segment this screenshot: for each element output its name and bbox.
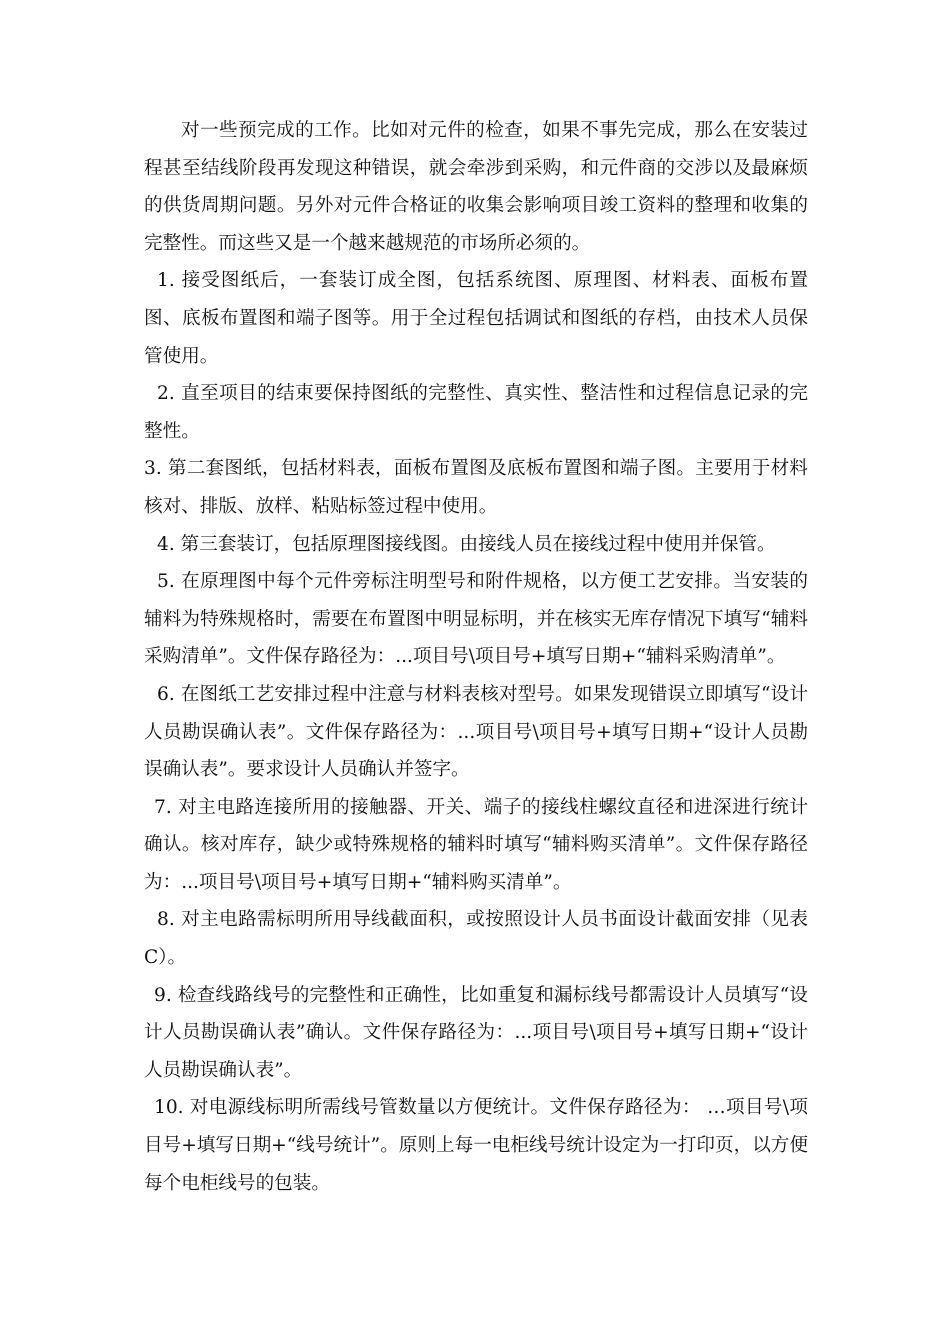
document-body xyxy=(144,112,808,1202)
list-item-3: 3. 第二套图纸，包括材料表，面板布置图及底板布置图和端子图。主要用于材料核对、排版、放样、粘贴标签过程中使用。 xyxy=(144,458,808,517)
list-item-5: 5. 在原理图中每个元件旁标注明型号和附件规格，以方便工艺安排。当安装的辅料为特殊规格时，需要在布置图中明显标明，并在核实无库存情况下填写“辅料采购清单”。文件保存路径为：...项目号\项目号+填写日期+“辅料采购清单”。 xyxy=(144,571,808,668)
list-item-2: 2. 直至项目的结束要保持图纸的完整性、真实性、整洁性和过程信息记录的完整性。 xyxy=(144,383,808,442)
list-item-9: 9. 检查线路线号的完整性和正确性，比如重复和漏标线号都需设计人员填写“设计人员勘误确认表”确认。文件保存路径为：...项目号\项目号+填写日期+“设计人员勘误确认表”。 xyxy=(144,984,808,1081)
intro-paragraph: 对一些预完成的工作。比如对元件的检查，如果不事先完成，那么在安装过程甚至结线阶段再发现这种错误，就会牵涉到采购，和元件商的交涉以及最麻烦的供货周期问题。另外对元件合格证的收集会影响项目竣工资料的整理和收集的完整性。而这些又是一个越来越规范的市场所必须的。 xyxy=(144,120,808,254)
list-item-1: 1. 接受图纸后，一套装订成全图，包括系统图、原理图、材料表、面板布置图、底板布置图和端子图等。用于全过程包括调试和图纸的存档，由技术人员保管使用。 xyxy=(144,270,808,367)
list-item-6: 6. 在图纸工艺安排过程中注意与材料表核对型号。如果发现错误立即填写“设计人员勘误确认表”。文件保存路径为：...项目号\项目号+填写日期+“设计人员勘误确认表”。要求设计人员确认并签字。 xyxy=(144,683,808,781)
list-item-7: 7. 对主电路连接所用的接触器、开关、端子的接线柱螺纹直径和进深进行统计确认。核对库存，缺少或特殊规格的辅料时填写“辅料购买清单”。文件保存路径为：...项目号\项目号+填写日期+“辅料购买清单”。 xyxy=(144,796,808,893)
list-item-4: 4. 第三套装订，包括原理图接线图。由接线人员在接线过程中使用并保管。 xyxy=(157,533,776,555)
list-item-8: 8. 对主电路需标明所用导线截面积，或按照设计人员书面设计截面安排（见表C）。 xyxy=(144,909,808,969)
list-item-10: 10. 对电源线标明所需线号管数量以方便统计。文件保存路径为： …项目号\项目号+填写日期+“线号统计”。原则上每一电柜线号统计设定为一打印页，以方便每个电柜线号的包装。 xyxy=(144,1097,808,1194)
